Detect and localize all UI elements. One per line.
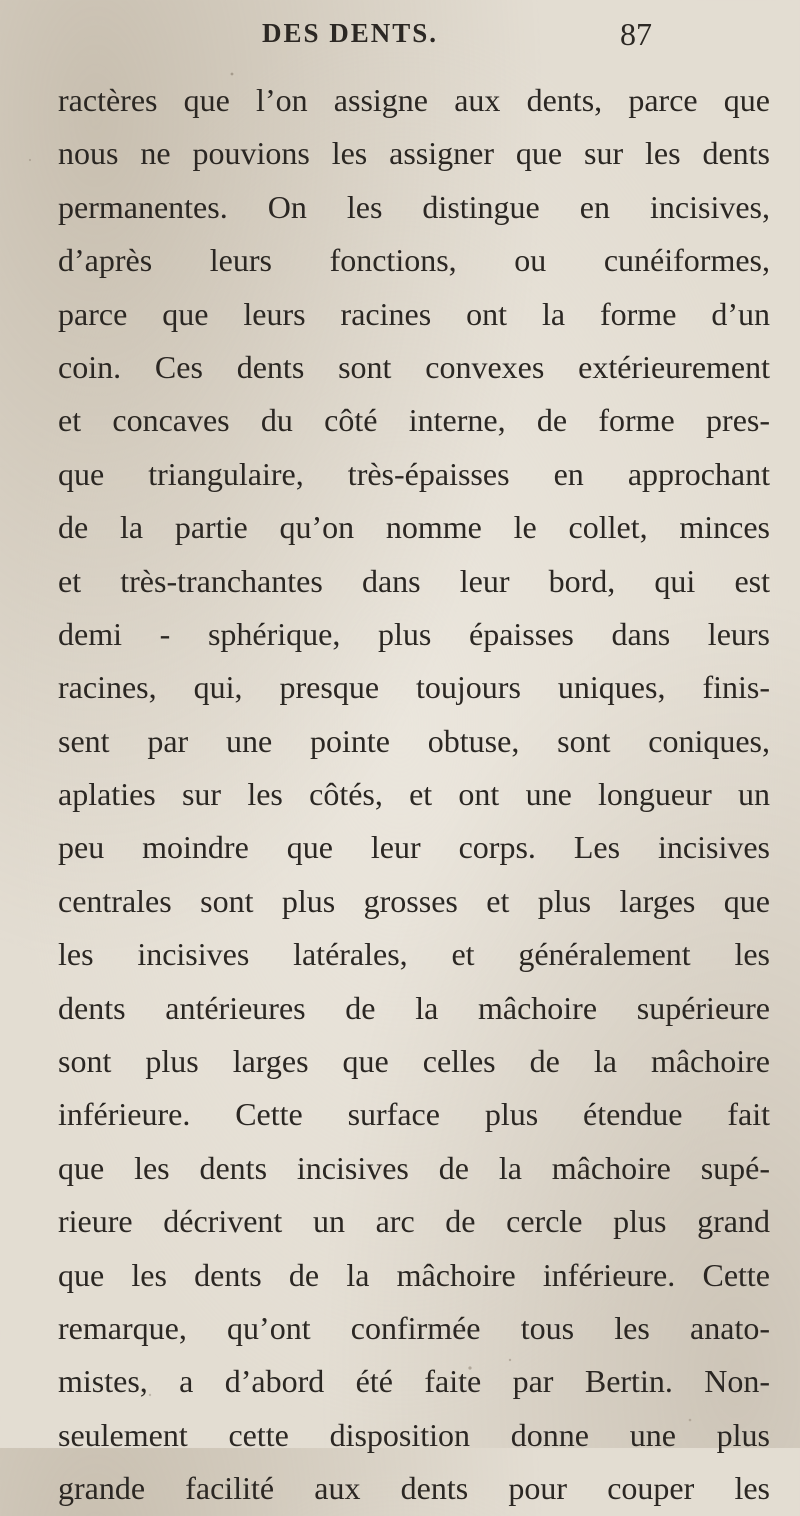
text-line: inférieure. Cette surface plus étendue fait — [58, 1096, 770, 1133]
text-line: aplaties sur les côtés, et ont une longueur un — [58, 776, 770, 813]
text-line: dents antérieures de la mâchoire supérieure — [58, 989, 770, 1026]
text-line: ractères que l’on assigne aux dents, parce que — [58, 82, 770, 118]
text-line: sont plus larges que celles de la mâchoire — [58, 1043, 770, 1080]
running-head-title: DES DENTS. — [262, 18, 439, 48]
text-line: parce que leurs racines ont la forme d’un — [58, 295, 770, 332]
text-line: peu moindre que leur corps. Les incisives — [58, 829, 770, 866]
text-line: sent par une pointe obtuse, sont coniques, — [58, 722, 770, 759]
text-line: racines, qui, presque toujours uniques, finis- — [58, 669, 770, 706]
body-text — [58, 74, 770, 1516]
text-line: et très-tranchantes dans leur bord, qui est — [58, 562, 770, 599]
paper-speck — [29, 159, 31, 161]
text-line: et concaves du côté interne, de forme pres- — [58, 402, 770, 439]
text-line: grande facilité aux dents pour couper les — [58, 1470, 770, 1507]
text-line: que les dents de la mâchoire inférieure. Cette — [58, 1256, 770, 1293]
text-line: mistes, a d’abord été faite par Bertin. Non- — [58, 1363, 770, 1400]
text-line: permanentes. On les distingue en incisives, — [58, 188, 770, 225]
text-line: d’après leurs fonctions, ou cunéiformes, — [58, 242, 770, 279]
text-line: remarque, qu’ont confirmée tous les anato- — [58, 1309, 770, 1346]
text-line: de la partie qu’on nomme le collet, minces — [58, 509, 770, 546]
text-line: coin. Ces dents sont convexes extérieurement — [58, 348, 770, 385]
running-head — [0, 16, 800, 66]
text-line: que les dents incisives de la mâchoire supé- — [58, 1149, 770, 1186]
text-line: rieure décrivent un arc de cercle plus grand — [58, 1203, 770, 1240]
text-line: demi - sphérique, plus épaisses dans leurs — [58, 615, 770, 652]
text-line: les incisives latérales, et généralement les — [58, 936, 770, 973]
text-line: que triangulaire, très-épaisses en approchant — [58, 455, 770, 492]
text-line: nous ne pouvions les assigner que sur les dents — [58, 135, 770, 172]
text-line: centrales sont plus grosses et plus larges que — [58, 882, 770, 919]
page-number: 87 — [620, 16, 652, 52]
text-line: seulement cette disposition donne une plus — [58, 1416, 770, 1453]
